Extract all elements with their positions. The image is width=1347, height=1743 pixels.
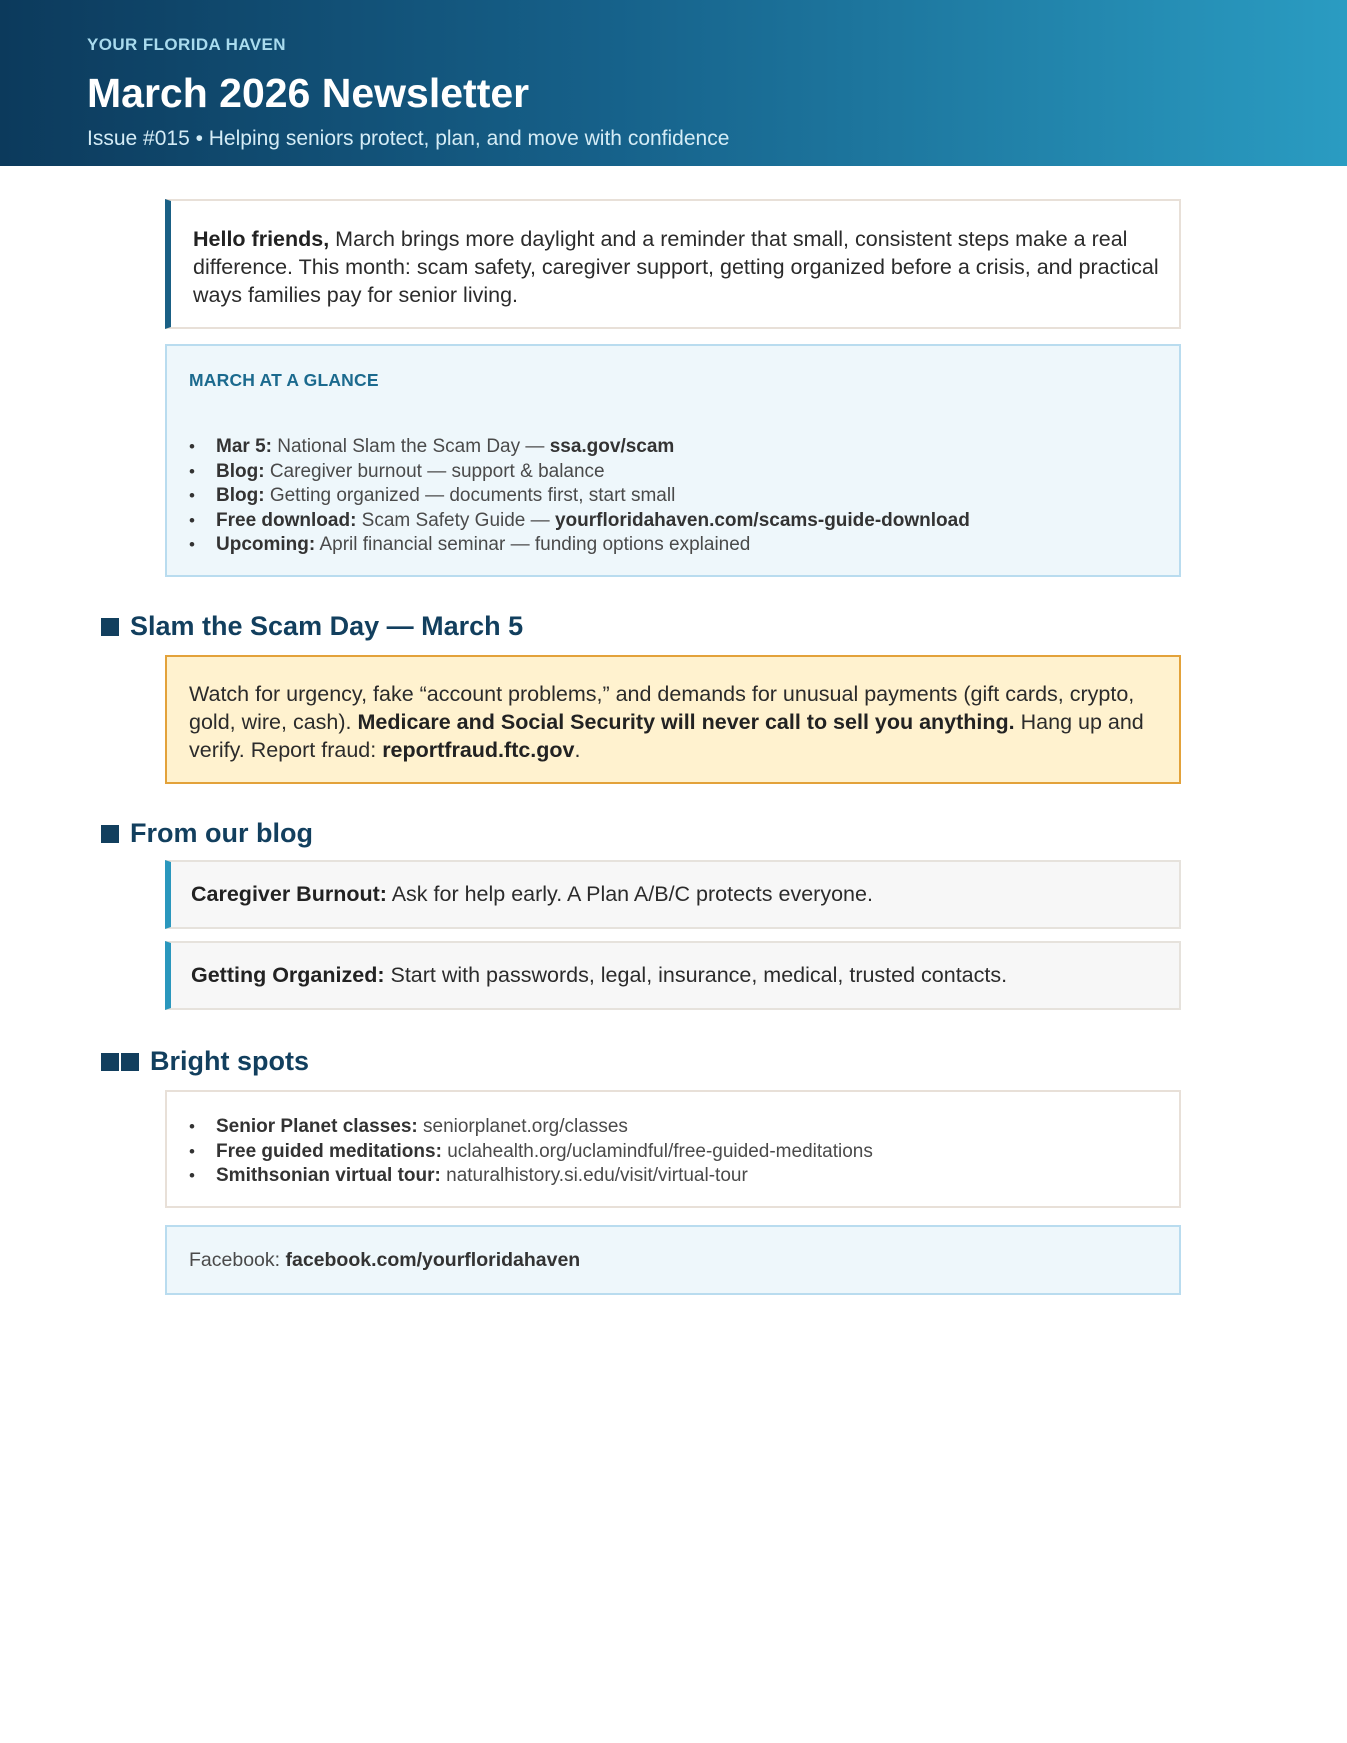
intro-text: March brings more daylight and a reminder that small, consistent steps make a real difference. This month: scam safety, caregiver support, getting organized before a crisis, and practical ways families pay for senior living. xyxy=(193,227,1159,307)
scam-section-heading xyxy=(101,611,523,642)
square-bullet-icon xyxy=(101,618,121,636)
scam-text-end: . xyxy=(574,738,581,762)
bright-item-label: Free guided meditations: xyxy=(216,1140,442,1162)
glance-title: MARCH AT A GLANCE xyxy=(189,370,379,390)
facebook-card xyxy=(165,1225,1181,1295)
scam-heading-text: Slam the Scam Day — March 5 xyxy=(130,611,524,641)
report-fraud-link[interactable]: reportfraud.ftc.gov xyxy=(382,738,575,762)
blog-section-heading xyxy=(101,818,313,849)
blog-post-text: Ask for help early. A Plan A/B/C protects everyone. xyxy=(386,882,873,906)
glance-card xyxy=(165,344,1181,577)
glance-item-text: Getting organized — documents first, start small xyxy=(264,485,676,506)
bright-spots-card xyxy=(165,1090,1181,1208)
bright-item-link[interactable]: naturalhistory.si.edu/visit/virtual-tour xyxy=(440,1165,748,1186)
scam-text: Hang up and verify. Report fraud: xyxy=(189,710,1144,762)
bright-item xyxy=(189,1115,1157,1140)
brand-name: YOUR FLORIDA HAVEN xyxy=(87,35,286,54)
blog-heading-text: From our blog xyxy=(130,818,313,848)
scam-alert-card xyxy=(165,655,1181,784)
glance-item xyxy=(189,533,1157,558)
blog-post-title: Caregiver Burnout: xyxy=(191,882,387,906)
bright-item xyxy=(189,1140,1157,1165)
glance-item-label: Mar 5: xyxy=(216,436,272,457)
glance-item xyxy=(189,484,1157,509)
ssa-link[interactable]: ssa.gov/scam xyxy=(549,436,675,457)
bright-item-label: Smithsonian virtual tour: xyxy=(216,1165,441,1186)
bright-section-heading xyxy=(101,1046,309,1077)
glance-item-label: Upcoming: xyxy=(216,534,316,555)
scam-text: Watch for urgency, fake “account problems,” and demands for unusual payments (gift cards, crypto, gold, wire, cash). xyxy=(189,682,1135,734)
scam-warning: Medicare and Social Security will never call to sell you anything. xyxy=(357,710,1015,734)
blog-post-card[interactable] xyxy=(165,860,1181,929)
scam-guide-link[interactable]: yourfloridahaven.com/scams-guide-download xyxy=(554,509,970,531)
newsletter-title: March 2026 Newsletter xyxy=(87,70,530,116)
bright-list xyxy=(189,1115,1157,1189)
bright-heading-text: Bright spots xyxy=(150,1046,309,1076)
newsletter-header xyxy=(0,0,1347,166)
blog-post-title: Getting Organized: xyxy=(191,963,385,987)
intro-greeting: Hello friends, xyxy=(193,227,330,251)
facebook-label: Facebook: xyxy=(189,1249,286,1271)
glance-item xyxy=(189,435,1157,460)
bright-item-label: Senior Planet classes: xyxy=(216,1116,418,1137)
square-bullet-icon xyxy=(101,825,121,843)
glance-item-text: National Slam the Scam Day — xyxy=(271,436,550,457)
bright-item-link[interactable]: uclahealth.org/uclamindful/free-guided-meditations xyxy=(441,1140,873,1162)
glance-item-label: Blog: xyxy=(216,485,265,506)
bright-item-link[interactable]: seniorplanet.org/classes xyxy=(417,1116,628,1137)
glance-item-text: Caregiver burnout — support & balance xyxy=(264,460,605,482)
glance-list xyxy=(189,435,1157,558)
blog-post-text: Start with passwords, legal, insurance, medical, trusted contacts. xyxy=(384,963,1008,987)
facebook-link[interactable]: facebook.com/yourfloridahaven xyxy=(285,1249,581,1271)
glance-item-text: April financial seminar — funding options explained xyxy=(315,534,751,555)
square-bullet-icon xyxy=(101,1053,141,1071)
glance-item-label: Blog: xyxy=(216,460,265,482)
glance-item xyxy=(189,460,1157,485)
blog-post-card[interactable] xyxy=(165,941,1181,1010)
intro-card xyxy=(165,199,1181,329)
glance-item-text: Scam Safety Guide — xyxy=(356,509,555,531)
glance-item-label: Free download: xyxy=(216,509,357,531)
newsletter-subtitle: Issue #015 • Helping seniors protect, plan, and move with confidence xyxy=(87,127,730,150)
glance-item xyxy=(189,509,1157,534)
bright-item xyxy=(189,1164,1157,1189)
